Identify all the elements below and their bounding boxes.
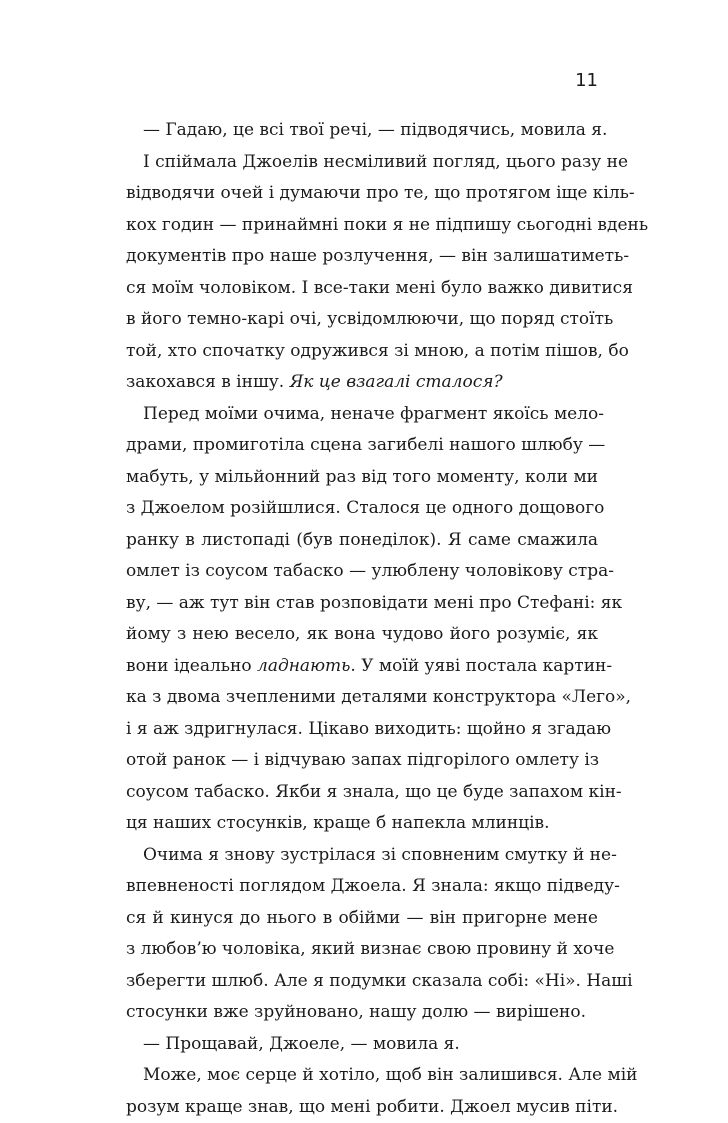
text-run: ву, — аж тут він став розповідати мені про Стефані: як bbox=[126, 593, 622, 613]
text-run: Очима я знову зустрілася зі сповненим смутку й не- bbox=[143, 845, 617, 865]
text-run: отой ранок — і відчуваю запах підгорілого омлету із bbox=[126, 750, 599, 770]
text-run: стосунки вже зруйновано, нашу долю — вирішено. bbox=[126, 1002, 586, 1022]
italic-run: ладнають bbox=[257, 656, 350, 676]
text-line bbox=[126, 556, 598, 588]
text-line bbox=[126, 651, 598, 683]
text-run: омлет із соусом табаско — улюблену чоловікову стра- bbox=[126, 561, 614, 581]
text-run: закохався в іншу. bbox=[126, 372, 290, 392]
text-run: — Прощавай, Джоеле, — мовила я. bbox=[143, 1034, 460, 1054]
text-run: кох годин — принаймні поки я не підпишу сьогодні вдень bbox=[126, 215, 648, 235]
text-line bbox=[126, 336, 598, 368]
text-run: . У моїй уяві постала картин- bbox=[350, 656, 612, 676]
text-run: йому з нею весело, як вона чудово його розуміє, як bbox=[126, 624, 598, 644]
text-line bbox=[126, 997, 598, 1029]
text-run: І спіймала Джоелів несміливий погляд, цього разу не bbox=[143, 152, 628, 172]
text-run: документів про наше розлучення, — він залишатиметь- bbox=[126, 246, 629, 266]
text-line bbox=[126, 1060, 598, 1092]
text-line bbox=[126, 934, 598, 966]
text-run: мабуть, у мільйонний раз від того моменту, коли ми bbox=[126, 467, 598, 487]
text-line bbox=[126, 745, 598, 777]
text-line bbox=[126, 588, 598, 620]
text-line bbox=[126, 966, 598, 998]
text-line bbox=[126, 777, 598, 809]
text-run: з Джоелом розійшлися. Сталося це одного дощового bbox=[126, 498, 604, 518]
text-line bbox=[126, 903, 598, 935]
text-line bbox=[126, 210, 598, 242]
text-run: вони ідеально bbox=[126, 656, 257, 676]
italic-run: Як це взагалі сталося? bbox=[290, 372, 503, 392]
text-line bbox=[126, 147, 598, 179]
text-line bbox=[126, 115, 598, 147]
text-run: Може, моє серце й хотіло, щоб він залишився. Але мій bbox=[143, 1065, 637, 1085]
text-line bbox=[126, 871, 598, 903]
text-run: той, хто спочатку одружився зі мною, а потім пішов, бо bbox=[126, 341, 629, 361]
text-run: в його темно-карі очі, усвідомлюючи, що поряд стоїть bbox=[126, 309, 613, 329]
text-run: драми, промиготіла сцена загибелі нашого шлюбу — bbox=[126, 435, 605, 455]
text-run: — Гадаю, це всі твої речі, — підводячись, мовила я. bbox=[143, 120, 607, 140]
text-line bbox=[126, 1029, 598, 1061]
text-line bbox=[126, 619, 598, 651]
body-text bbox=[126, 115, 598, 1123]
text-line bbox=[126, 273, 598, 305]
text-run: з любов’ю чоловіка, який визнає свою провину й хоче bbox=[126, 939, 614, 959]
page-number: 11 bbox=[575, 70, 598, 91]
text-line bbox=[126, 399, 598, 431]
text-run: і я аж здригнулася. Цікаво виходить: щойно я згадаю bbox=[126, 719, 611, 739]
text-run: соусом табаско. Якби я знала, що це буде запахом кін- bbox=[126, 782, 622, 802]
text-line bbox=[126, 241, 598, 273]
text-line bbox=[126, 430, 598, 462]
text-run: розум краще знав, що мені робити. Джоел мусив піти. bbox=[126, 1097, 618, 1117]
text-run: ся моїм чоловіком. І все-таки мені було важко дивитися bbox=[126, 278, 633, 298]
text-run: ка з двома зчепленими деталями конструктора «Лего», bbox=[126, 687, 631, 707]
text-line bbox=[126, 178, 598, 210]
text-run: впевненості поглядом Джоела. Я знала: якщо підведу- bbox=[126, 876, 620, 896]
text-run: ранку в листопаді (був понеділок). Я саме смажила bbox=[126, 530, 598, 550]
text-line bbox=[126, 840, 598, 872]
text-run: зберегти шлюб. Але я подумки сказала собі: «Ні». Наші bbox=[126, 971, 633, 991]
text-line bbox=[126, 1092, 598, 1123]
text-run: відводячи очей і думаючи про те, що протягом іще кіль- bbox=[126, 183, 635, 203]
text-line bbox=[126, 714, 598, 746]
text-line bbox=[126, 808, 598, 840]
text-line bbox=[126, 682, 598, 714]
text-line bbox=[126, 525, 598, 557]
text-run: Перед моїми очима, неначе фрагмент якоїсь мело- bbox=[143, 404, 604, 424]
text-run: ся й кинуся до нього в обійми — він пригорне мене bbox=[126, 908, 598, 928]
text-line bbox=[126, 462, 598, 494]
text-line bbox=[126, 367, 598, 399]
text-line bbox=[126, 493, 598, 525]
text-run: ця наших стосунків, краще б напекла млинців. bbox=[126, 813, 550, 833]
text-line bbox=[126, 304, 598, 336]
